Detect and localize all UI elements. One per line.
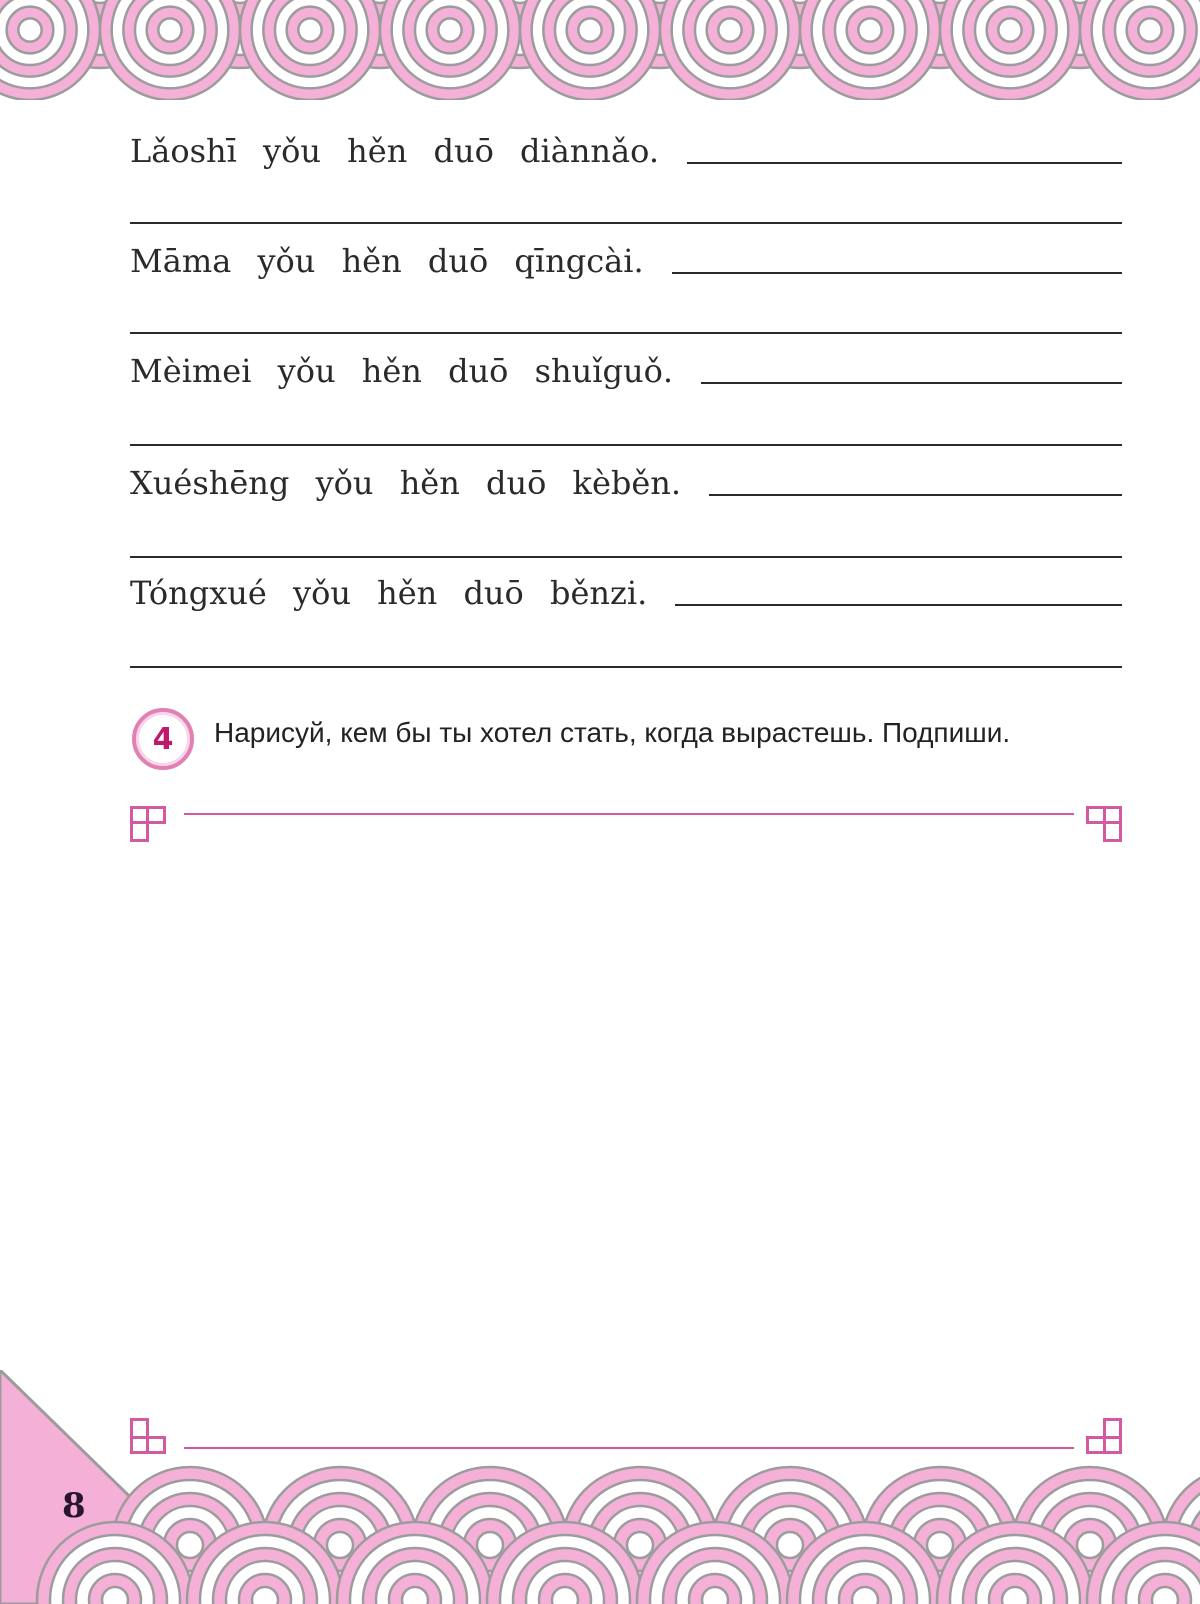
wave-scallop <box>800 0 940 100</box>
page-number: 8 <box>62 1486 86 1526</box>
task-instruction: Нарисуй, кем бы ты хотел стать, когда вырастешь. Подпиши. <box>214 717 1011 748</box>
bottom-wave-border <box>0 1450 1200 1604</box>
frame-corner-icon <box>130 1418 166 1454</box>
answer-line[interactable] <box>709 493 1122 496</box>
answer-line-full[interactable] <box>130 332 1122 334</box>
task-number-badge: 4 <box>132 708 194 770</box>
sentence-row <box>130 450 1122 506</box>
wave-scallop <box>940 0 1080 100</box>
sentence-row <box>130 228 1122 284</box>
top-wave-border <box>0 0 1200 100</box>
sentence-text: Xuéshēng yǒu hěn duō kèběn. <box>130 464 682 502</box>
wave-scallop <box>1080 0 1200 100</box>
frame-corner-icon <box>1086 806 1122 842</box>
wave-scallop <box>0 0 100 100</box>
sentence-text: Tóngxué yǒu hěn duō běnzi. <box>130 574 648 612</box>
answer-line[interactable] <box>672 271 1122 274</box>
sentence-row <box>130 560 1122 616</box>
answer-line[interactable] <box>701 381 1122 384</box>
answer-line-full[interactable] <box>130 556 1122 558</box>
sentence-text: Mèimei yǒu hěn duō shuǐguǒ. <box>130 352 674 390</box>
answer-line-full[interactable] <box>130 222 1122 224</box>
wave-scallop <box>240 0 380 100</box>
wave-scallop <box>660 0 800 100</box>
sentence-row <box>130 338 1122 394</box>
answer-line-full[interactable] <box>130 444 1122 446</box>
answer-line[interactable] <box>675 603 1122 606</box>
wave-scallop <box>100 0 240 100</box>
frame-bottom-line <box>184 1447 1074 1449</box>
drawing-area[interactable] <box>130 850 1122 1400</box>
sentence-text: Māma yǒu hěn duō qīngcài. <box>130 242 644 280</box>
wave-scallop <box>380 0 520 100</box>
wave-scallop <box>520 0 660 100</box>
frame-corner-icon <box>130 806 166 842</box>
answer-line-full[interactable] <box>130 666 1122 668</box>
answer-line[interactable] <box>687 161 1122 164</box>
frame-corner-icon <box>1086 1418 1122 1454</box>
sentence-text: Lǎoshī yǒu hěn duō diànnǎo. <box>130 132 659 170</box>
frame-top-line <box>184 813 1074 815</box>
sentence-row <box>130 118 1122 174</box>
